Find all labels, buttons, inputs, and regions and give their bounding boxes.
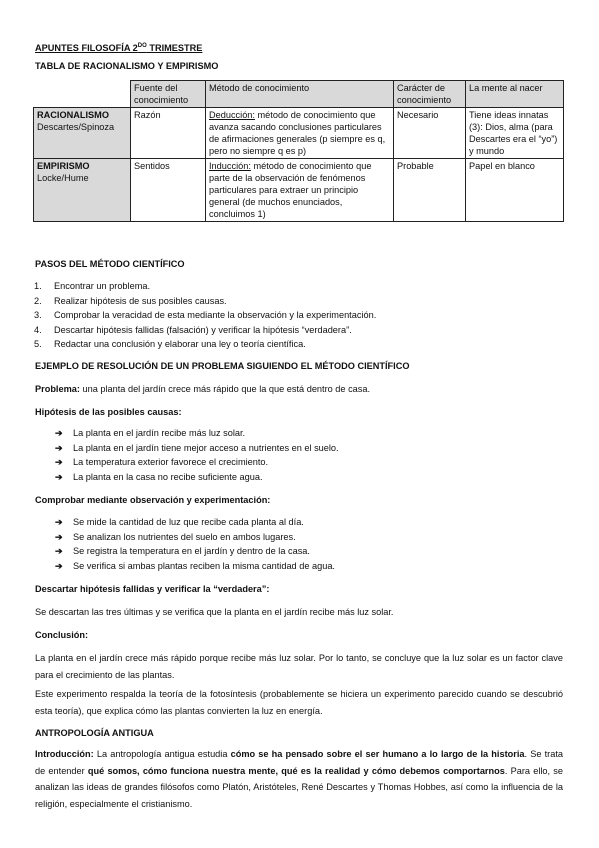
list-item: ➔ La planta en la casa no recibe suficiente agua.	[55, 470, 339, 485]
discard-text: Se descartan las tres últimas y se verifica que la planta en el jardín recibe más luz solar.	[35, 607, 394, 617]
cell-character: Probable	[394, 159, 466, 222]
cell-mind: Papel en blanco	[466, 159, 564, 222]
table-header-row	[34, 81, 564, 108]
problem-label: Problema:	[35, 384, 80, 394]
steps-title: PASOS DEL MÉTODO CIENTÍFICO	[35, 259, 185, 269]
cell-method	[206, 159, 394, 222]
cell-method	[206, 108, 394, 159]
header-fuente: Fuente del conocimiento	[131, 81, 206, 108]
list-item: ➔ La temperatura exterior favorece el crecimiento.	[55, 455, 339, 470]
method-text: método de conocimiento que avanza sacando conclusiones particulares de afirmaciones generales (p siempre es q, pero no siempre q es p)	[209, 110, 386, 156]
intro-label: Introducción:	[35, 749, 94, 759]
header-caracter: Carácter de conocimiento	[394, 81, 466, 108]
checks-list	[55, 515, 335, 573]
steps-list	[34, 279, 376, 352]
row-name: EMPIRISMO	[37, 161, 90, 171]
row-name: RACIONALISMO	[37, 110, 109, 120]
list-item: 1. Encontrar un problema.	[34, 281, 151, 291]
list-item: ➔ Se registra la temperatura en el jardín y dentro de la casa.	[55, 544, 335, 559]
problem-text: una planta del jardín crece más rápido que la que está dentro de casa.	[79, 384, 371, 394]
list-item: 5. Redactar una conclusión y elaborar una ley o teoría científica.	[34, 339, 306, 350]
table-row-empirismo	[34, 159, 564, 222]
arrow-icon: ➔	[55, 531, 63, 542]
anthropology-intro: Introducción: La antropología antigua estudia cómo se ha pensado sobre el ser humano a lo largo de la historia. Se trata de entender qué somos, cómo funciona nuestra mente, qué es la realidad y cómo debemos comportarnos. Para ello, se analizan las ideas de grandes filósofos como Platón, Aristóteles, René Descartes y Thomas Hobbes, así como la influencia de la religión, especialmente el cristianismo.	[35, 749, 563, 809]
list-item: ➔ Se analizan los nutrientes del suelo en ambos lugares.	[55, 530, 335, 545]
check-title: Comprobar mediante observación y experimentación:	[35, 495, 271, 505]
method-term: Inducción:	[209, 161, 251, 171]
extra-text: Este experimento respalda la teoría de la fotosíntesis (probablemente se hiciera un experimento parecido cuando se descubrió esta teoría), que explica cómo las plantas convierten la luz en energía.	[35, 689, 563, 716]
list-item: ➔ Se mide la cantidad de luz que recibe cada planta al día.	[55, 515, 335, 530]
row-label	[34, 159, 131, 222]
hypotheses-list	[55, 426, 339, 484]
conclusion-text: La planta en el jardín crece más rápido porque recibe más luz solar. Por lo tanto, se concluye que la luz solar es un factor clave para el crecimiento de las plantas.	[35, 653, 563, 680]
method-text: método de conocimiento que parte de la observación de fenómenos particulares para extraer un principio general (de muchos enunciados, concluimos 1)	[209, 161, 372, 219]
arrow-icon: ➔	[55, 457, 63, 468]
document-title	[35, 40, 202, 54]
arrow-icon: ➔	[55, 560, 63, 571]
row-label	[34, 108, 131, 159]
arrow-icon: ➔	[55, 546, 63, 557]
table-title: TABLA DE RACIONALISMO Y EMPIRISMO	[35, 61, 219, 71]
hypotheses-title: Hipótesis de las posibles causas:	[35, 407, 182, 417]
row-authors: Descartes/Spinoza	[37, 122, 115, 132]
example-title: EJEMPLO DE RESOLUCIÓN DE UN PROBLEMA SIGUIENDO EL MÉTODO CIENTÍFICO	[35, 361, 410, 371]
title-superscript: DO	[137, 43, 147, 49]
title-main: APUNTES FILOSOFÍA 2	[35, 43, 138, 54]
title-rest: TRIMESTRE	[146, 43, 203, 54]
cell-character: Necesario	[394, 108, 466, 159]
arrow-icon: ➔	[55, 442, 63, 453]
row-authors: Locke/Hume	[37, 173, 89, 183]
cell-source: Razón	[131, 108, 206, 159]
list-item: 4. Descartar hipótesis fallidas (falsación) y verificar la hipótesis “verdadera”.	[34, 324, 352, 335]
header-mente: La mente al nacer	[466, 81, 564, 108]
arrow-icon: ➔	[55, 428, 63, 438]
anthropology-title: ANTROPOLOGÍA ANTIGUA	[35, 728, 154, 738]
arrow-icon: ➔	[55, 517, 63, 527]
conclusion-title: Conclusión:	[35, 630, 89, 640]
method-term: Deducción:	[209, 110, 255, 120]
list-item: 3. Comprobar la veracidad de esta mediante la observación y la experimentación.	[34, 310, 377, 321]
header-metodo: Método de conocimiento	[206, 81, 394, 108]
discard-title: Descartar hipótesis fallidas y verificar la “verdadera”:	[35, 584, 270, 594]
arrow-icon: ➔	[55, 471, 63, 482]
cell-source: Sentidos	[131, 159, 206, 222]
list-item: ➔ La planta en el jardín recibe más luz solar.	[55, 426, 339, 441]
problem-statement	[35, 383, 370, 395]
list-item: ➔ La planta en el jardín tiene mejor acceso a nutrientes en el suelo.	[55, 441, 339, 456]
table-row-racionalismo	[34, 108, 564, 159]
list-item: ➔ Se verifica si ambas plantas reciben la misma cantidad de agua.	[55, 559, 335, 574]
comparison-table	[33, 80, 564, 222]
cell-mind: Tiene ideas innatas (3): Dios, alma (para Descartes era el “yo”) y mundo	[466, 108, 564, 159]
list-item: 2. Realizar hipótesis de sus posibles causas.	[34, 295, 227, 306]
table-corner	[34, 81, 131, 108]
